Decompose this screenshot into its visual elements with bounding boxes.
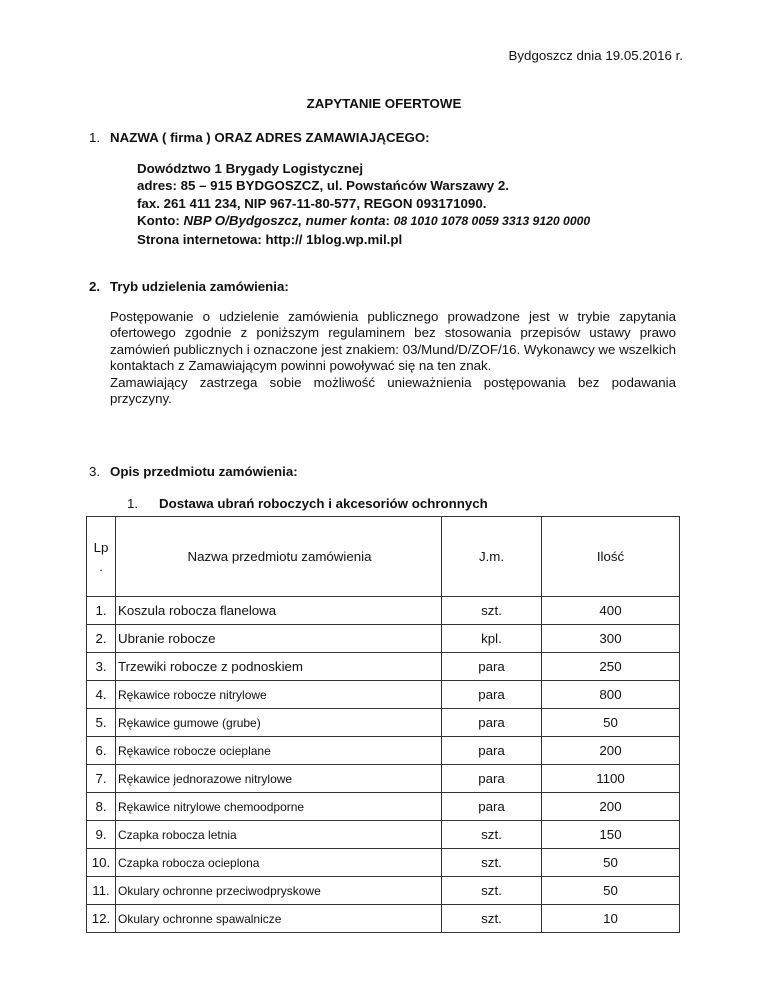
authority-ids: fax. 261 411 234, NIP 967-11-80-577, REGON 093171090. (137, 195, 487, 211)
cell-lp: 2. (87, 625, 116, 653)
cell-qty: 10 (542, 905, 680, 933)
cell-name: Okulary ochronne przeciwodpryskowe (116, 877, 442, 905)
header-lp-dot: . (99, 558, 103, 574)
header-lp (87, 517, 116, 597)
contracting-authority-block (137, 160, 590, 248)
document-title: ZAPYTANIE OFERTOWE (306, 96, 462, 111)
cell-lp: 9. (87, 821, 116, 849)
cell-qty: 400 (542, 597, 680, 625)
cell-name: Okulary ochronne spawalnicze (116, 905, 442, 933)
cell-qty: 300 (542, 625, 680, 653)
cell-lp: 12. (87, 905, 116, 933)
header-name: Nazwa przedmiotu zamówienia (116, 517, 442, 597)
order-items-table (86, 516, 680, 933)
section-2-body (110, 309, 676, 407)
header-qty: Ilość (542, 517, 680, 597)
cell-lp: 8. (87, 793, 116, 821)
section-2-number: 2. (89, 279, 101, 294)
cell-lp: 7. (87, 765, 116, 793)
table-row (87, 681, 680, 709)
account-separator: : (385, 213, 394, 229)
section-1-number: 1. (89, 130, 101, 145)
table-row (87, 737, 680, 765)
subsection-1-heading: Dostawa ubrań roboczych i akcesoriów ochronnych (159, 496, 488, 511)
header-unit: J.m. (442, 517, 542, 597)
account-number: 08 1010 1078 0059 3313 9120 0000 (393, 214, 591, 229)
cell-lp: 5. (87, 709, 116, 737)
cell-unit: szt. (442, 877, 542, 905)
cell-qty: 250 (542, 653, 680, 681)
cell-qty: 50 (542, 709, 680, 737)
cell-unit: szt. (442, 821, 542, 849)
section-3-heading: Opis przedmiotu zamówienia: (110, 464, 298, 479)
authority-website: Strona internetowa: http:// 1blog.wp.mil.pl (137, 231, 403, 247)
table-row (87, 905, 680, 933)
cell-name: Ubranie robocze (116, 625, 442, 653)
cell-name: Rękawice robocze nitrylowe (116, 681, 442, 709)
header-lp-text: Lp (93, 539, 109, 555)
authority-address: adres: 85 – 915 BYDGOSZCZ, ul. Powstańców Warszawy 2. (137, 178, 509, 194)
table-row (87, 625, 680, 653)
authority-name: Dowództwo 1 Brygady Logistycznej (137, 161, 364, 176)
cell-lp: 3. (87, 653, 116, 681)
table-row (87, 653, 680, 681)
account-label: Konto: (137, 213, 184, 229)
cell-unit: para (442, 793, 542, 821)
cell-unit: para (442, 681, 542, 709)
cell-unit: para (442, 653, 542, 681)
cell-unit: szt. (442, 905, 542, 933)
cell-qty: 200 (542, 793, 680, 821)
table-row (87, 877, 680, 905)
cell-name: Rękawice robocze ocieplane (116, 737, 442, 765)
cell-unit: szt. (442, 597, 542, 625)
cell-qty: 200 (542, 737, 680, 765)
cell-lp: 1. (87, 597, 116, 625)
table-row (87, 793, 680, 821)
procedure-paragraph: Postępowanie o udzielenie zamówienia publicznego prowadzone jest w trybie zapytania ofertowego zgodnie z poniższym regulaminem bez stosowania przepisów ustawy prawo zamówień publicznych i oznaczone jest znakiem: 03/Mund/D/ZOF/16. Wykonawcy we wszelkich kontaktach z Zamawiającym powinni powoływać się na ten znak. (110, 309, 676, 374)
table-row (87, 765, 680, 793)
cell-qty: 50 (542, 849, 680, 877)
cell-name: Rękawice gumowe (grube) (116, 709, 442, 737)
table-row (87, 597, 680, 625)
cell-qty: 150 (542, 821, 680, 849)
account-bank: NBP O/Bydgoszcz, numer konta (183, 213, 386, 229)
section-3-number: 3. (89, 464, 101, 479)
section-2-heading: Tryb udzielenia zamówienia: (110, 279, 289, 294)
date-line: Bydgoszcz dnia 19.05.2016 r. (508, 48, 683, 63)
cell-unit: para (442, 765, 542, 793)
cell-name: Rękawice nitrylowe chemoodporne (116, 793, 442, 821)
cell-qty: 1100 (542, 765, 680, 793)
cell-name: Czapka robocza ocieplona (116, 849, 442, 877)
cell-name: Koszula robocza flanelowa (116, 597, 442, 625)
authority-account (137, 212, 590, 230)
table-row (87, 709, 680, 737)
cell-qty: 800 (542, 681, 680, 709)
cell-name: Trzewiki robocze z podnoskiem (116, 653, 442, 681)
cell-qty: 50 (542, 877, 680, 905)
cell-lp: 10. (87, 849, 116, 877)
cancellation-paragraph: Zamawiający zastrzega sobie możliwość unieważnienia postępowania bez podawania przyczyny. (110, 374, 676, 407)
cell-lp: 6. (87, 737, 116, 765)
cell-name: Rękawice jednorazowe nitrylowe (116, 765, 442, 793)
cell-lp: 11. (87, 877, 116, 905)
cell-lp: 4. (87, 681, 116, 709)
cell-unit: para (442, 709, 542, 737)
cell-name: Czapka robocza letnia (116, 821, 442, 849)
table-row (87, 849, 680, 877)
cell-unit: szt. (442, 849, 542, 877)
subsection-1-number: 1. (127, 496, 139, 511)
cell-unit: kpl. (442, 625, 542, 653)
table-header-row (87, 517, 680, 597)
cell-unit: para (442, 737, 542, 765)
table-row (87, 821, 680, 849)
section-1-heading: NAZWA ( firma ) ORAZ ADRES ZAMAWIAJĄCEGO: (110, 130, 430, 145)
